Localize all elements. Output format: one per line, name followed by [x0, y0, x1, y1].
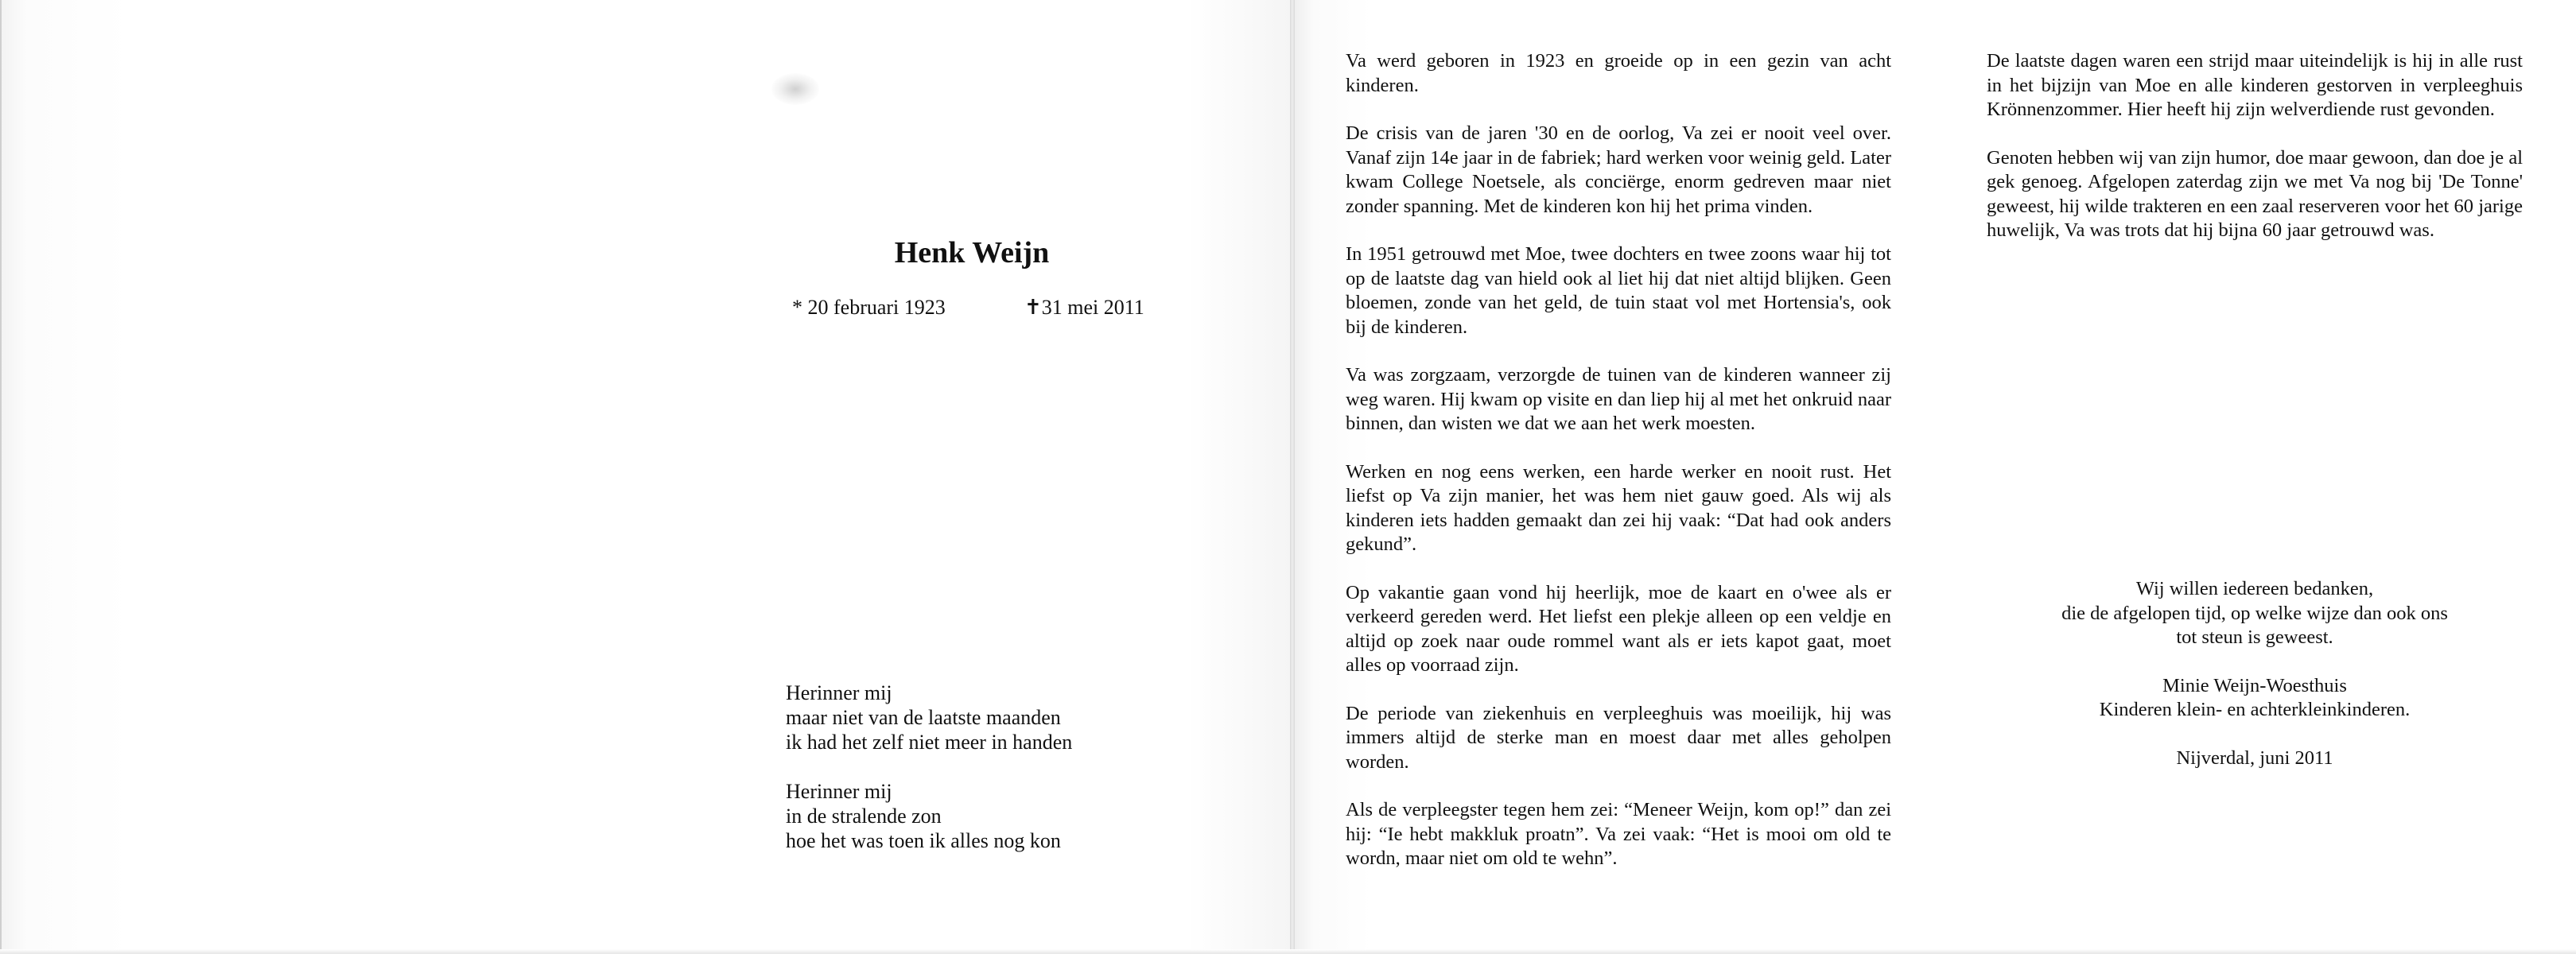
poem-line: maar niet van de laatste maanden	[786, 706, 1061, 729]
thank-you-message	[1987, 577, 2523, 650]
poem	[786, 681, 1199, 878]
family-line: Minie Weijn-Woesthuis	[2162, 674, 2347, 696]
biography-paragraph: De crisis van de jaren '30 en de oorlog, Va zei er nooit veel over. Vanaf zijn 14e jaar in de fabriek; hard werken voor weinig geld. Later kwam College Noetsele, als conciërge, enorm gedreven maar niet zonder spanning. Met de kinderen kon hij het prima vinden.	[1346, 122, 1891, 217]
biography-paragraph: Op vakantie gaan vond hij heerlijk, moe de kaart en o'wee als er verkeerd gereden werd. Het liefst een plekje alleen op een veldje en altijd op zoek naar oude rommel want als er iets kapot gaat, moet alles op voorraad zijn.	[1346, 581, 1891, 676]
poem-stanza	[786, 681, 1199, 754]
card-bottom-edge	[0, 949, 2576, 954]
place-date: Nijverdal, juni 2011	[2176, 747, 2333, 769]
family-signature	[1987, 674, 2523, 723]
biography-paragraph: De periode van ziekenhuis en verpleeghuis was moeilijk, hij was immers altijd de sterke man en moest daar met alles geholpen worden.	[1346, 702, 1891, 773]
biography-paragraph: De laatste dagen waren een strijd maar uiteindelijk is hij in alle rust in het bijzijn van Moe en alle kinderen gestorven in verpleeghuis Krönnenzommer. Hier heeft hij zijn welverdiende rust gevonden.	[1987, 50, 2523, 120]
birth-date: * 20 februari 1923	[792, 296, 946, 319]
death-date: ✝31 mei 2011	[1024, 296, 1144, 319]
poem-line: Herinner mij	[786, 681, 892, 704]
biography-column-1	[1346, 49, 1891, 895]
poem-line: in de stralende zon	[786, 805, 942, 828]
family-line: Kinderen klein- en achterkleinkinderen.	[2099, 699, 2411, 720]
biography-paragraph: Va werd geboren in 1923 en groeide op in een gezin van acht kinderen.	[1346, 50, 1891, 96]
poem-stanza	[786, 779, 1199, 853]
biography-paragraph: Werken en nog eens werken, een harde werker en nooit rust. Het liefst op Va zijn manier, het was hem niet gauw goed. Als wij als kinderen iets hadden gemaakt dan zei hij vaak: “Dat had ook anders gekund”.	[1346, 460, 1891, 555]
biography-column-2	[1987, 49, 2523, 267]
poem-line: hoe het was toen ik alles nog kon	[786, 829, 1061, 852]
deceased-name: Henk Weijn	[894, 236, 1050, 270]
biography-paragraph: Va was zorgzaam, verzorgde de tuinen van de kinderen wanneer zij weg waren. Hij kwam op visite en dan liep hij al met het onkruid naar binnen, dan wisten we dat we aan het werk moesten.	[1346, 364, 1891, 434]
biography-paragraph: In 1951 getrouwd met Moe, twee dochters en twee zoons waar hij tot op de laatste dag van hield ook al liet hij dat niet altijd blijken. Geen bloemen, zonde van het geld, de tuin staat vol met Hortensia's, ook bij de kinderen.	[1346, 243, 1891, 338]
paper-smudge	[771, 73, 819, 105]
poem-line: Herinner mij	[786, 780, 892, 803]
thank-you-line: Wij willen iedereen bedanken,	[2135, 578, 2374, 599]
thank-you-line: die de afgelopen tijd, op welke wijze dan ook ons	[2061, 602, 2448, 624]
biography-paragraph: Genoten hebben wij van zijn humor, doe maar gewoon, dan doe je al gek genoeg. Afgelopen zaterdag zijn we met Va nog bij 'De Tonne' geweest, hij wilde trakteren en een zaal reserveren voor het 60 jarige huwelijk, Va was trots dat hij bijna 60 jaar getrouwd was.	[1987, 146, 2523, 241]
closing-note	[1987, 577, 2523, 770]
poem-line: ik had het zelf niet meer in handen	[786, 731, 1073, 754]
thank-you-line: tot steun is geweest.	[2176, 626, 2333, 648]
biography-paragraph: Als de verpleegster tegen hem zei: “Meneer Weijn, kom op!” dan zei hij: “Ie hebt makkluk proatn”. Va zei vaak: “Het is mooi om old te wordn, maar niet om old te wehn”.	[1346, 799, 1891, 869]
